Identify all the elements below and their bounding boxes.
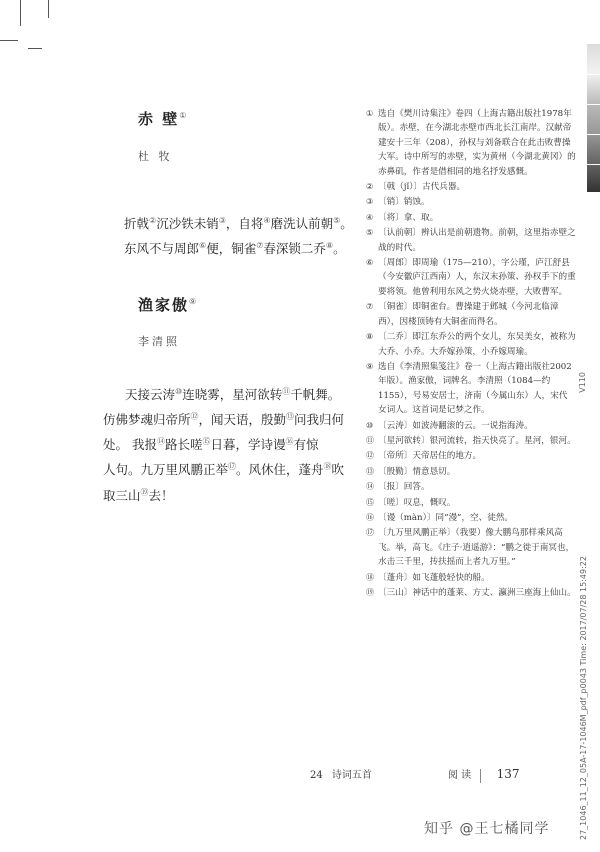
footnote-marker: ⑭ [156, 437, 165, 447]
footnote-item [366, 496, 576, 510]
footnote-marker: ⑲ [140, 487, 149, 497]
page-number-left: 24 [310, 770, 323, 781]
verse-line [103, 381, 365, 406]
verse-text: 千帆舞。 [290, 387, 341, 403]
footnote-item [366, 480, 576, 494]
footnote-number: ⑲ [366, 588, 374, 597]
footnote-marker: ⑪ [282, 387, 291, 396]
verse-text: 。 [333, 241, 346, 257]
footer-right [448, 766, 519, 783]
verse-text: 路长嗟 [164, 437, 203, 453]
footnote-item [366, 330, 576, 359]
footnote-number: ⑪ [366, 435, 374, 445]
poem2-body [103, 381, 365, 507]
footnote-text: 〔殷勤〕情意恳切。 [378, 466, 456, 477]
footnote-marker: ⑦ [256, 241, 264, 251]
footnotes-list [366, 107, 576, 601]
footnote-item [366, 195, 576, 209]
verse-text: 取三山 [103, 487, 141, 503]
footnote-marker: ⑱ [323, 462, 332, 472]
footnote-item [366, 526, 576, 569]
verse-text: 春深锁二乔 [263, 241, 326, 257]
poem1-body [124, 210, 364, 260]
footnote-text: 〔戟（jǐ）〕古代兵器。 [378, 182, 466, 193]
footnote-item [366, 256, 576, 299]
footnote-number: ⑭ [366, 482, 374, 492]
footnote-number: ⑮ [366, 497, 374, 507]
footnote-marker: ⑨ [189, 297, 197, 306]
footnote-number: ⑤ [366, 228, 374, 238]
color-calibration-bar [587, 44, 600, 192]
verse-line [103, 431, 365, 456]
footnote-number: ⑦ [366, 302, 374, 312]
verse-text: ，闻天语，殷勤 [198, 412, 287, 428]
side-code: V110 [578, 372, 587, 393]
verse-text: 处。 我报 [103, 437, 157, 453]
crop-mark [0, 40, 18, 41]
footnote-number: ⑫ [366, 451, 374, 461]
footnote-item [366, 211, 576, 225]
footnote-item [366, 434, 576, 448]
footnote-item [366, 586, 576, 600]
footnote-number: ④ [366, 212, 374, 222]
footnote-item [366, 465, 576, 479]
verse-text: 吹 [331, 462, 345, 478]
verse-text: 天接云涛 [125, 387, 176, 403]
footnote-number: ⑰ [366, 528, 374, 538]
footnote-text: 〔嗟〕叹息，慨叹。 [378, 497, 456, 508]
footnote-item [366, 226, 576, 255]
footnote-number: ⑨ [366, 361, 374, 371]
poem2-author: 李清照 [138, 335, 180, 348]
footnote-item [366, 449, 576, 463]
verse-text: 。 [340, 216, 353, 232]
footnote-item [366, 107, 576, 179]
footnote-marker: ② [149, 216, 157, 225]
footnote-number: ⑧ [366, 332, 374, 342]
footnote-marker: ⑥ [199, 241, 207, 251]
footnote-marker: ⑤ [333, 216, 341, 225]
footnote-number: ③ [366, 197, 374, 207]
footnote-text: 〔二乔〕即江东乔公的两个女儿，东吴美女，被称为大乔、小乔。大乔嫁孙策，小乔嫁周瑜。 [378, 332, 576, 357]
poem2-title [138, 294, 196, 315]
footnote-text: 〔九万里风鹏正举〕（我要）像大鹏鸟那样乘风高飞。举，高飞。《庄子·逍遥游》：“鹏之徙于南冥也，水击三千里，抟扶摇而上者九万里。” [378, 528, 575, 568]
verse-text: 连晓雾，星河欲转 [182, 387, 283, 403]
divider [480, 769, 481, 783]
verse-text: 有惊 [293, 437, 319, 453]
footnote-text: 〔云涛〕如波涛翻滚的云。一说指海涛。 [378, 420, 533, 431]
verse-text: 沉沙铁未销 [156, 216, 219, 232]
verse-text: 去！ [148, 487, 174, 503]
footer-left [310, 766, 372, 781]
footnote-number: ⑱ [366, 572, 374, 582]
footnote-text: 选自《樊川诗集注》卷四（上海古籍出版社1978年版）。赤壁，在今湖北赤壁市西北长江南岸。汉献帝建安十三年（208），孙权与刘备联合在此击败曹操大军。诗中所写的赤壁，实为黄州（今湖北黄冈）的赤鼻矶，作者是借相同的地名抒发感慨。 [378, 109, 576, 177]
verse-text: 日暮，学诗谩 [210, 437, 286, 453]
verse-line [103, 456, 365, 481]
watermark: 知乎 @王七橘同学 [424, 821, 550, 837]
footnote-text: 〔谩（màn）〕同“漫”，空、徒然。 [378, 512, 514, 523]
footnote-text: 〔报〕回答。 [378, 482, 430, 493]
verse-text: ，自将 [225, 216, 264, 232]
footnote-marker: ⑫ [190, 412, 199, 422]
footnote-item [366, 511, 576, 525]
section-label: 阅 读 [448, 770, 472, 781]
verse-line [103, 406, 365, 431]
footer-title: 诗词五首 [331, 770, 372, 781]
footnote-marker: ⑯ [285, 437, 294, 447]
footnote-item [366, 571, 576, 585]
crop-mark [28, 48, 42, 49]
verse-line [124, 210, 364, 235]
footnote-item [366, 300, 576, 329]
poem2-title-text: 渔家傲 [138, 296, 190, 314]
footnote-item [366, 180, 576, 194]
footnote-text: 〔将〕拿、取。 [378, 212, 439, 223]
footnote-text: 〔星河欲转〕银河流转，指天快亮了。星河，银河。 [378, 435, 576, 446]
verse-text: 仿佛梦魂归帝所 [103, 412, 191, 428]
print-job-info: 27_1046_11_12_05A-17-1046M_pdf_p0043 Time: 2017/07/28 15:49:22 [579, 556, 588, 840]
verse-line [103, 482, 365, 507]
footnote-text: 选自《李清照集笺注》卷一（上海古籍出版社2002年版）。渔家傲，词牌名。李清照（1084—约1155），号易安居士，济南（今属山东）人，宋代女词人。这首词是记梦之作。 [378, 361, 572, 416]
crop-mark [20, 0, 21, 26]
footnote-marker: ⑰ [228, 462, 237, 472]
poem1-title-text: 赤 壁 [138, 110, 180, 128]
verse-text: 便，铜雀 [206, 241, 257, 257]
footnote-item [366, 419, 576, 433]
verse-text: 东风不与周郎 [124, 241, 200, 257]
crop-mark [48, 0, 49, 18]
footnote-marker: ⑩ [175, 387, 183, 396]
footnote-number: ⑯ [366, 512, 374, 522]
footnote-text: 〔周郎〕即周瑜（175—210），字公瑾，庐江舒县（今安徽庐江西南）人，东汉末孙策、孙权手下的重要将领。他曾利用东风之势火烧赤壁，大败曹军。 [378, 258, 576, 297]
footnote-number: ① [366, 109, 374, 118]
footnote-number: ⑩ [366, 420, 374, 430]
footnote-marker: ④ [263, 216, 271, 225]
footnote-text: 〔帝所〕天帝居住的地方。 [378, 451, 482, 462]
verse-text: 人句。九万里风鹏正举 [103, 462, 229, 478]
footnote-text: 〔销〕销蚀。 [378, 197, 430, 208]
footnote-marker: ① [179, 111, 187, 120]
page-number-right: 137 [496, 767, 520, 781]
verse-text: 磨洗认前朝 [270, 216, 334, 232]
footnote-marker: ⑬ [286, 412, 295, 422]
poem1-title [138, 108, 186, 129]
footnote-item [366, 360, 576, 418]
footnote-number: ② [366, 182, 374, 192]
footnote-marker: ⑧ [325, 241, 334, 251]
footnote-marker: ⑮ [202, 437, 211, 447]
footnote-number: ⑥ [366, 258, 374, 268]
poem1-author: 杜 牧 [138, 150, 173, 163]
footnote-text: 〔铜雀〕即铜雀台。曹操建于邺城（今河北临漳西），因楼顶铸有大铜雀而得名。 [378, 302, 559, 327]
footnote-text: 〔三山〕神话中的蓬莱、方丈、瀛洲三座海上仙山。 [378, 588, 576, 598]
verse-line [124, 235, 364, 260]
verse-text: 。风休住，蓬舟 [236, 462, 324, 478]
verse-text: 折戟 [124, 216, 150, 232]
footnote-text: 〔认前朝〕辨认出是前朝遗物。前朝，这里指赤壁之战的时代。 [378, 228, 576, 253]
verse-text: 问我归何 [294, 412, 345, 428]
footnote-number: ⑬ [366, 466, 374, 476]
footnote-text: 〔蓬舟〕如飞蓬般轻快的船。 [378, 572, 490, 583]
footnote-marker: ③ [218, 216, 226, 225]
